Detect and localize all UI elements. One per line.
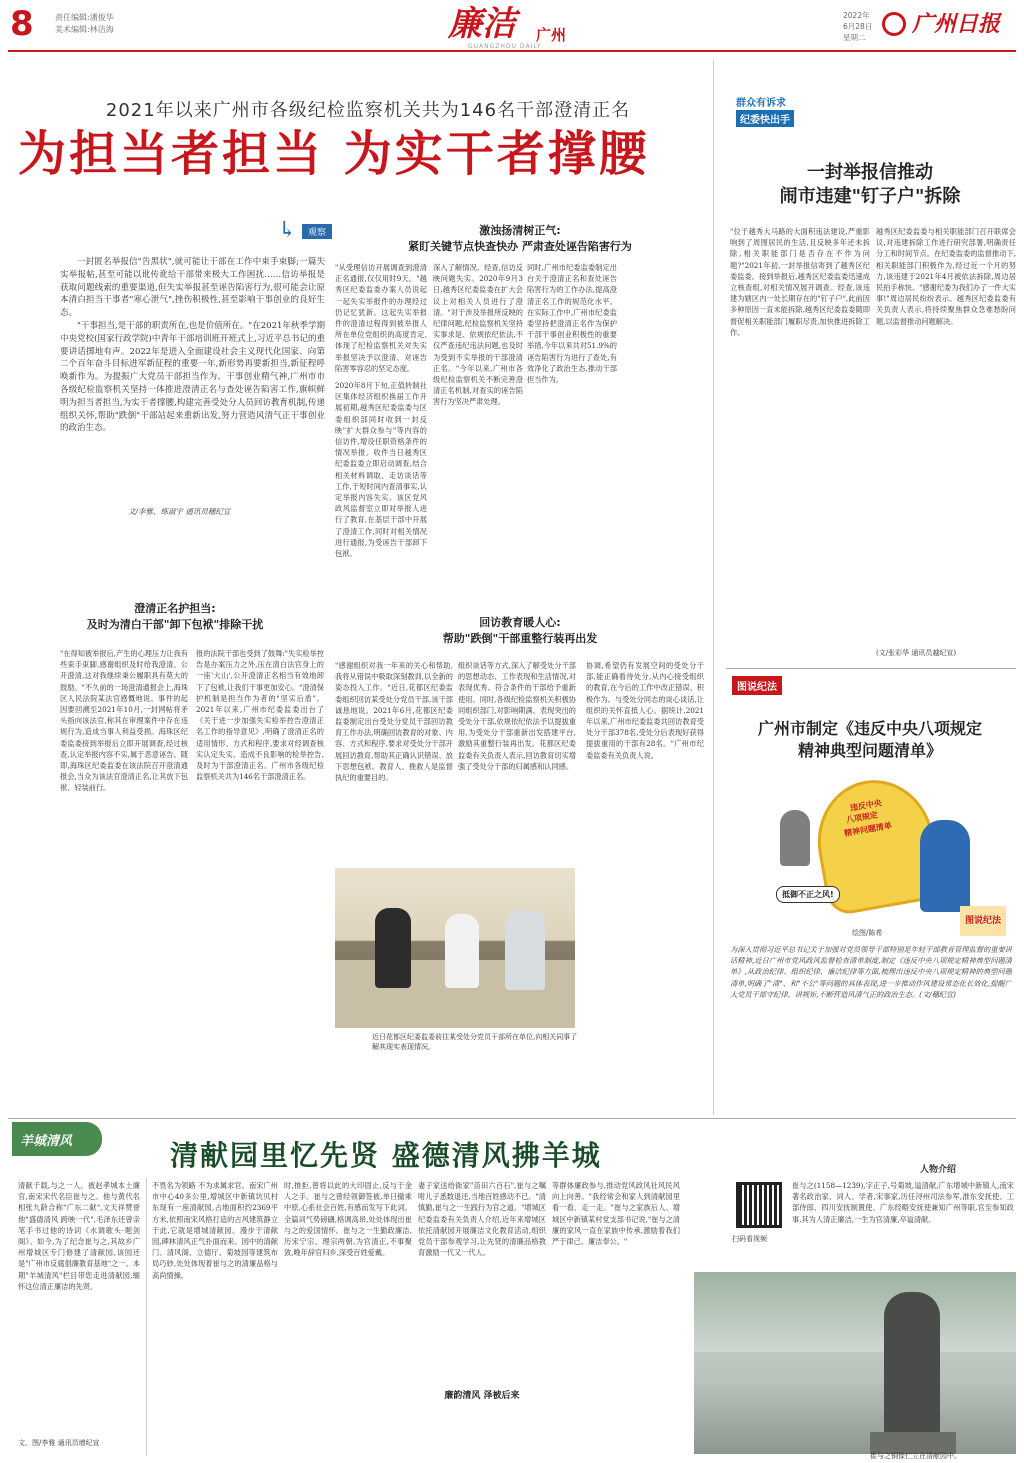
cartoon-figure	[920, 820, 970, 912]
column-tag-label: 羊城清风	[20, 1134, 73, 1149]
section-subhead: 回访教育暖人心:	[479, 616, 561, 629]
lead-intro	[60, 256, 325, 488]
right-headline-line2: 闹市违建"钉子户"拆除	[779, 186, 961, 207]
statue-figure	[884, 1292, 940, 1438]
mid-headline-line2: 精神典型问题清单》	[797, 741, 942, 760]
speech-bubble: 抵御不正之风!	[776, 886, 840, 903]
intro-byline: 文/李雅、练淑宇 通讯员穗纪宣	[128, 507, 231, 516]
paper-logo-text: 广州日报	[912, 11, 1001, 37]
complaint-tag	[730, 92, 820, 134]
paper-logo-icon	[882, 12, 906, 36]
section-subhead: 廉韵清风 泽被后来	[444, 1391, 520, 1401]
photo-person	[505, 910, 545, 990]
bottom-headline: 清献园里忆先贤 盛德清风拂羊城	[170, 1139, 602, 1172]
article-column: 协调,希望仍有发展空间的受处分干部,能正确看待处分,从内心接受组织的教育,在今后的工作中改正错误、积极作为。与受处分同志的谈心谈话,让组织的关怀直抵人心。据统计,2021年以来,广州市纪委监委共回访教育受处分干部378名,受处分后表现好获得提拔重用的干部有28名。"广州市纪委监委有关负责人说。	[586, 661, 704, 760]
photo-person	[445, 914, 479, 988]
statue-photo	[694, 1272, 1016, 1454]
cartoon-figure-small	[780, 810, 810, 866]
complaint-tag-line1: 群众有诉求	[736, 98, 786, 109]
complaint-tag-line2: 纪委快出手	[736, 110, 794, 127]
intro-column: 清献千载,与之一人。被赵孝城本土廉官,南宋宋代名臣崔与之。他与黄代名相张九龄合称"广东二献",文天祥赞誉他"盛德清风 跨映一代",毛泽东还曾亲笔手书过他的诗词《水调歌头·题剑阁》。如今,为了纪念崔与之,其故乡广州增城区专门修建了清献园,该园还是"广州市反腐倡廉教育基地"之一。本期"羊城清风"栏目带您走进清献园,缅怀这位清正廉洁的先贤。	[18, 1181, 140, 1291]
intro-paragraph: 一封匿名举报信"告黑状",就可能让干部在工作中束手束脚;一篇失实举报帖,甚至可能以讹传讹给干部带来极大工作困扰……信访举报是获取问题线索的重要渠道,但失实举报甚至诬告陷害行为,很可能会让原本清白担当干事者"寒心泄气",挫伤积极性,甚至影响干事创业的良好生态。	[60, 257, 325, 319]
section-subhead-line2: 帮助"跌倒"干部重整行装再出发	[442, 632, 598, 645]
observation-tag-label: 观察	[302, 224, 332, 239]
lead-headline: 为担当者担当 为实干者撑腰	[18, 126, 650, 182]
article-column: 深入了解情况。经查,信访反映问题失实。2020年9月3日,越秀区纪委监委在扩大会议上对相关人员进行了澄清。"对于涉及举报所反映的纪律问题,纪检监察机关坚持实事求是、依规依纪依法,不仅严查违纪违法问题,也及时为受到不实举报的干部澄清正名。"今年以来,广州市各级纪检监察机关不断完善澄清正名机制,对查实的诬告陷害行为坚决严肃处理。	[433, 263, 523, 407]
column-divider	[146, 1178, 147, 1456]
page-number: 8	[10, 4, 34, 44]
interview-photo	[335, 868, 575, 1028]
cartoon-label: 精神问题清单	[843, 820, 893, 839]
section-subtitle-en: GUANGZHOU DAILY	[468, 43, 542, 50]
photo-caption: 近日花都区纪委监委前往某受处分党员干部所在单位,向相关同事了解其现实表现情况。	[372, 1033, 578, 1051]
article-column: 组织谈话等方式,深入了解受处分干部的思想动态、工作表现和生活情况,对表现优秀、符合条件的干部给予重新使用。同时,各级纪检监察机关积极协同组织部门,对影响期满、表现突出的受处分干部,依规依纪依法予以提拔重用,为受处分干部重新出发搭建平台,激励其重整行装再出发。花都区纪委监委有关负责人表示,回访教育切实增强了受处分干部的归属感和认同感。	[458, 661, 576, 771]
section-subhead-line2: 紧盯关键节点快查快办 严肃查处诬告陷害行为	[408, 240, 632, 253]
article-column: 越秀区纪委监委与相关职能部门召开联席会议,对违建拆除工作进行研究部署,明确责任分工和时间节点。在纪委监委的监督推动下,相关职能部门积极作为,经过近一个月的努力,该违建于2021年4月被依法拆除,周边居民拍手称快。"感谢纪委为我们办了一件大实事!"周边居民纷纷表示。越秀区纪委监委有关负责人表示,将持续聚焦群众急难愁盼问题,以监督推动问题解决。	[876, 227, 1016, 326]
photo-person	[375, 908, 411, 988]
cartoon-illustration	[770, 768, 1010, 922]
illustration-tag: 图说纪法	[732, 676, 782, 695]
page-header	[0, 0, 1024, 52]
article-column: "在得知被举报后,产生的心理压力让我有些束手束脚,感谢组织及时给我澄清、公开澄清,这对我继续秉公履职具有莫大的鼓励。"不久前的一场澄清通报会上,海珠区人民法院某法官感慨地说。事件的起因要回溯至2021年10月,一封网帖将矛头指向该法官,称其在审理案件中存在违规行为,造成当事人利益受损。海珠区纪委监委接到举报后立即开展调查,经过核查,认定举报内容不实,属于恶意诬告。随即,海珠区纪委监委在该法院召开澄清通报会,当众为该法官澄清正名,让其放下包袱、轻装前行。	[60, 649, 188, 793]
column-tag-yangcheng	[12, 1122, 102, 1156]
article-column: 2020年8月下旬,正值转制社区集体经济组织换届工作开展初期,越秀区纪委监委与区委组织部同时收到一封反映"扩大群众参与"等内容的信访件,增设任职资格条件的情况举报。收件当日越秀区纪委监委立即启动调查,结合相关材料调取、走访谈话等工作,于短时间内查清事实,认定举报内容失实。该区党风政风监督室立即对举报人进行了教育,在基层干部中开展了澄清工作,同时对相关情况进行通报,为受诬告干部卸下包袱。	[335, 381, 427, 559]
article-column: 等群体廉政参与,推动党风政风社风民风向上向善。"我经常会和家人到清献园里看一看、走一走。"崔与之家族后人、增城区中新镇某村党支部书记说,"崔与之清廉的家风一直在家族中传承,激励着我们严于律己、廉洁奉公。"	[552, 1181, 680, 1247]
illustration-body: 为深入贯彻习近平总书记关于加强对党员领导干部特别是年轻干部教育管理监督的重要讲话精神,近日广州市党风政风监督检查清单制度,制定《违反中央八项规定精神典型问题清单》,从政治纪律、组织纪律、廉洁纪律等方面,梳理出违反中央八项规定精神的典型问题清单,明确了"清"、和"不公"等问题的具体表现,进一步推动作风建设常态化长效化,提醒广大党员干部守纪律、讲规矩,不断营造风清气正的政治生态。(文/穗纪宣)	[730, 945, 1012, 999]
paper-logo	[882, 10, 1017, 40]
article-column: 报的法院干部也受到了鼓舞:"失实检举控告是办案压力之外,压在清白法官身上的一座'大山',公开澄清正名相当有效地卸下了包袱,让我们干事更加安心。"澄清保护机制是担当作为者的"坚实后盾"。2021年以来,广州市纪委监委出台了《关于进一步加强失实检举控告澄清正名工作的指导意见》,明确了澄清正名的适用情形、方式和程序,要求对经调查核实认定失实、造成不良影响的检举控告,及时为干部澄清正名。广州市各级纪检监察机关共为146名干部澄清正名。	[196, 649, 324, 782]
right-byline: (文/张彩华 通讯员越纪宣)	[876, 649, 957, 657]
issue-date: 6月28日	[843, 22, 873, 31]
mid-headline-line1: 广州市制定《违反中央八项规定	[757, 719, 982, 738]
article-column: "从受理信访开展调查到澄清正名通报,仅仅用时9天。"越秀区纪委监委办案人员说起一起失实举报件的办理经过仍记忆犹新。这起失实举报件的澄清过程得到被举报人所在单位党组织的高度肯定,体现了纪检监察机关对失实举报坚决予以澄清、对诬告陷害零容忍的坚定态度。	[335, 263, 427, 373]
editor-credit: 责任编辑:潘俊华	[55, 13, 114, 22]
illustration-side-tag: 图说纪法	[960, 906, 1006, 936]
illustration-credit: 绘图/陈希	[852, 929, 883, 937]
section-subhead-line2: 及时为清白干部"卸下包袱"排除干扰	[86, 618, 264, 631]
article-column: 同时,广州市纪委监委制定出台关于澄清正名和查处诬告陷害行为的工作办法,提高澄清正名工作的规范化水平。在实际工作中,广州市纪委监委坚持把澄清正名作为保护干部干事创业积极性的重要举措,今年以来共对51.9%的诬告陷害行为进行了查处,有效净化了政治生态,推动干部担当作为。	[527, 263, 617, 385]
divider-rule	[726, 668, 1016, 669]
article-column: 不畏名为领路 不为求属求官。南宋广州市中心40多公里,增城区中新镇坑贝村东现有一座清献园,占地面积约2369平方米,依照南宋风格打造的古风建筑静立于此,它就是增城清献园。漫步于清献园,碑林清风正气扑面而来。园中的清献门、清风阁、立德厅、菊坡园等建筑布局巧妙,处处体现着崔与之的清廉品格与高尚情操。	[152, 1181, 278, 1280]
qr-code-icon	[736, 1182, 782, 1228]
issue-weekday: 星期二	[843, 33, 866, 42]
article-column: 妻子家送给衙家"苗田六百石",崔与之嘱咐儿子悉数退还,当地百姓感动不已。"清慎勤,崔与之一生践行为官之道。"增城区纪委监委有关负责人介绍,近年来增城区依托清献园开展廉洁文化教育活动,组织党员干部参观学习,让先贤的清廉品格教育激励一代又一代人。	[418, 1181, 546, 1258]
bottom-section-rule	[8, 1118, 1016, 1119]
intro-paragraph: "干事担当,是干部的职责所在,也是价值所在。"在2021年秋季学期中央党校(国家行政学院)中青年干部培训班开班式上,习近平总书记的重要讲话掷地有声。2022年是进入全面建设社会主义现代化国家、向第二个百年奋斗目标进军新征程的重要一年,新形势再要新担当,新征程呼唤新作为。为提振广大党员干部担当作为、干事创业精气神,广州市市各级纪检监察机关坚持一体推进澄清正名与查处诬告陷害工作,旗帜鲜明为担当者担当,为实干者撑腰,构建完善受处分人员回访教育机制,传递组织关怀,帮助"跌倒"干部站起来重新出发,努力营造风清气正干事创业的政治生态。	[60, 320, 325, 434]
section-title: 廉洁	[448, 4, 516, 44]
statue-trees	[694, 1272, 1016, 1352]
right-headline-line1: 一封举报信推动	[807, 162, 933, 183]
section-subhead: 澄清正名护担当:	[134, 602, 216, 615]
qr-caption: 扫码看视频	[732, 1235, 767, 1243]
article-column: "位于越秀大马路的大面积违法建设,严重影响到了周围居民的生活,且反映多年还未拆除,相关职能部门是否存在不作为问题?"2021年初,一封举报信寄到了越秀区纪委监委。接到举报后,越秀区纪委监委迅速成立核查组,对相关情况展开调查。经查,该违建为辖区内一处长期存在的"钉子户",此前因多种原因一直未能拆除,越秀区纪委监委随即督促相关职能部门履职尽责,加快推进拆除工作。	[730, 227, 870, 337]
article-column: 时,推拒,曾将以此的大印固止,反与于金人之手。崔与之曾经领御签被,单日撤乘中原,心系社会百姓,有感而发写下此词。全篇词气势磅礴,格调高昂,处处体现出崔与之的爱国情怀。崔与之一生勤政廉洁,历宋宁宗、理宗两朝,为官清正,不事聚敛,晚年辞官归乡,深受百姓爱戴。	[284, 1181, 412, 1258]
section-city: 广州	[536, 26, 567, 44]
statue-caption: 崔与之铜像伫立在清献园中。	[870, 1452, 961, 1460]
person-info: 崔与之(1158—1239),字正子,号菊坡,谥清献,广东增城中新镇人,南宋著名政治家、词人、学者,宋事家,历任浔州司法参军,淮东安抚使、工部侍郎、四川安抚制置使、广东经略安抚使兼知广州等职,官至参知政事,其为人清正廉洁,一生为官清廉,卒谥清献。	[792, 1181, 1014, 1224]
issue-date-year: 2022年	[843, 11, 870, 20]
cartoon-label: 违反中央	[849, 798, 883, 813]
article-column: "感谢组织对我一年来的关心和帮助,我将从错误中吸取深刻教训,以全新的姿态投入工作。"近日,花都区纪委监委组织回访某受处分党员干部,该干部诚恳地说。2021年6月,花都区纪委监委制定出台受处分党员干部回访教育工作办法,明确回访教育的对象、内容、方式和程序,要求对受处分干部开展回访教育,帮助其正确认识错误、放下思想包袱。教育人、挽救人是监督执纪的重要目的。	[335, 661, 453, 783]
column-divider-right	[713, 60, 714, 1115]
info-title: 人物介绍	[920, 1165, 957, 1175]
header-rule	[8, 50, 1016, 52]
brush-icon: ↳	[278, 218, 297, 243]
section-subhead: 激浊扬清树正气:	[479, 224, 561, 237]
cartoon-label: 八项规定	[845, 810, 879, 825]
bottom-byline: 文、图/李雅 通讯员增纪宣	[18, 1439, 100, 1447]
designer-credit: 美术编辑:林洁海	[55, 25, 114, 34]
lead-kicker: 2021年以来广州市各级纪检监察机关共为146名干部澄清正名	[105, 100, 631, 121]
statue-base	[870, 1432, 956, 1454]
